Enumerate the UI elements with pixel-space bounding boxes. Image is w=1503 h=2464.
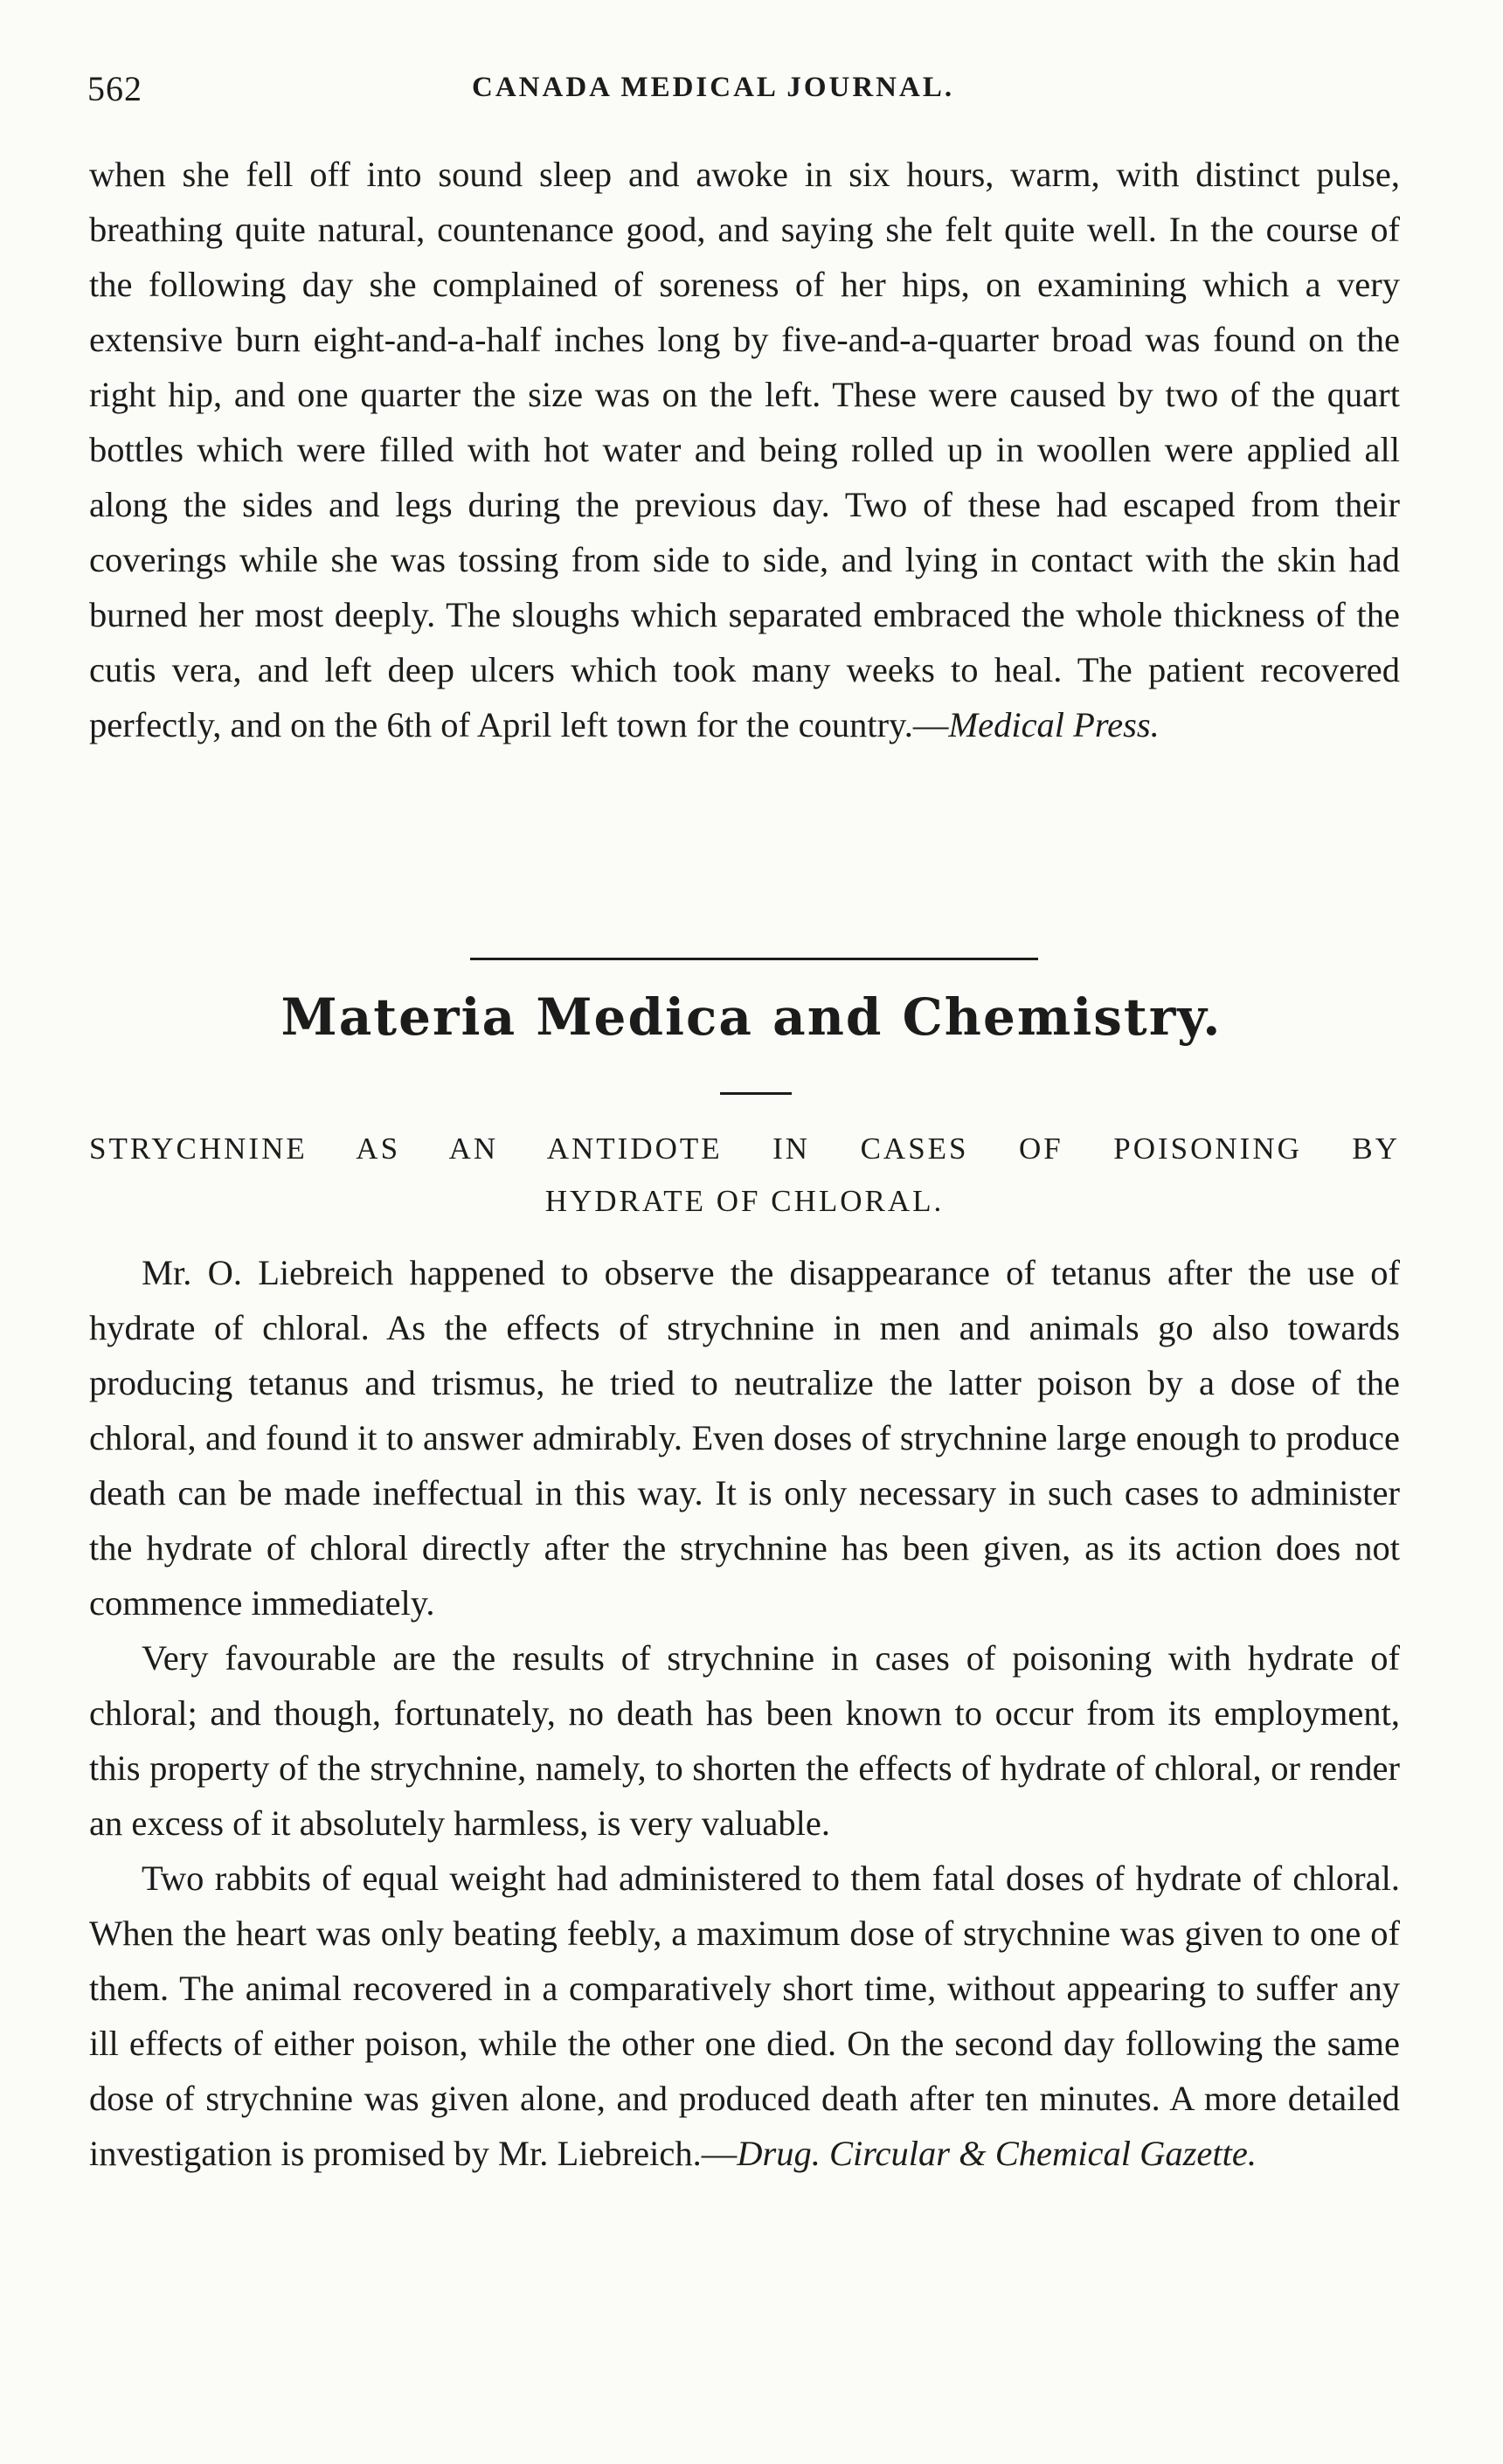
page-number: 562 [87,69,142,108]
article-title-line2: HYDRATE OF CHLORAL. [544,1184,945,1218]
source-citation: Medical Press. [948,705,1160,744]
article-body [89,1245,1400,2181]
page-header [87,68,1416,121]
article-paragraph: Mr. O. Liebreich happened to observe the disappearance of tetanus after the use of hydrate of chloral. As the effects of strychnine in men and animals go also towards producing tetanus and trismus, he tried to neutralize the latter poison by a dose of the chloral, and found it to answer admirably. Even doses of strychnine large enough to produce death can be made ineffectual in this way. It is only necessary in such cases to administer the hydrate of chloral directly after the strychnine has been given, as its action does not commence immediately. [89,1253,1400,1623]
article-paragraph-last [89,1851,1400,2181]
previous-article-paragraph [89,147,1400,752]
running-head: CANADA MEDICAL JOURNAL. [472,72,955,103]
source-citation: Drug. Circular & Chemical Gazette. [737,2134,1257,2173]
article-title-line1: STRYCHNINE AS AN ANTIDOTE IN CASES OF POISONING BY [89,1132,1400,1166]
paragraph-text: Two rabbits of equal weight had administered to them fatal doses of hydrate of chloral. When the heart was only beating feebly, a maximum dose of strychnine was given to one of them. The animal recovered in a comparatively short time, without appearing to suffer any ill effects of either poison, while the other one died. On the second day following the same dose of strychnine was given alone, and produced death after ten minutes. A more detailed investigation is promised by Mr. Liebreich.— [89,1858,1400,2173]
title-underline [720,1092,792,1095]
section-divider [470,958,1038,960]
previous-article-text [89,147,1400,752]
section-title: Materia Medica and Chemistry. [281,987,1222,1047]
article-title [89,1123,1400,1228]
paragraph-text: when she fell off into sound sleep and awoke in six hours, warm, with distinct pulse, breathing quite natural, countenance good, and saying she felt quite well. In the course of the following day she complained of soreness of her hips, on examining which a very extensive burn eight-and-a-half inches long by five-and-a-quarter broad was found on the right hip, and one quarter the size was on the left. These were caused by two of the quart bottles which were filled with hot water and being rolled up in woollen were applied all along the sides and legs during the previous day. Two of these had escaped from their coverings while she was tossing from side to side, and lying in contact with the skin had burned her most deeply. The sloughs which separated embraced the whole thickness of the cutis vera, and left deep ulcers which took many weeks to heal. The patient recovered perfectly, and on the 6th of April left town for the country.— [89,155,1400,744]
article-paragraph: Very favourable are the results of strychnine in cases of poisoning with hydrate of chloral; and though, fortunately, no death has been known to occur from its employment, this property of the strychnine, namely, to shorten the effects of hydrate of chloral, or render an excess of it absolutely harmless, is very valuable. [89,1638,1400,1843]
